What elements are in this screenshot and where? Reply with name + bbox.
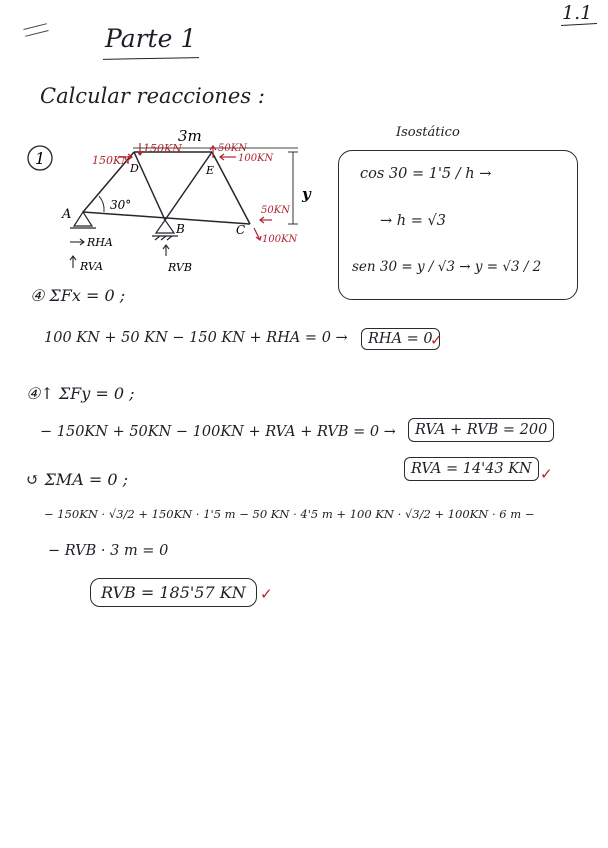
- eq3-line-1: − 150KN · √3/2 + 150KN · 1'5 m − 50 KN · 4'5 m + 100 KN · √3/2 + 100KN · 6 m −: [44, 507, 535, 521]
- reaction-rva-label: RVA: [80, 260, 104, 273]
- eq1-label: ④ ΣFx = 0 ;: [30, 286, 126, 305]
- eq2-label: ④↑ ΣFy = 0 ;: [26, 384, 135, 403]
- geometry-line-1: cos 30 = 1'5 / h →: [360, 166, 492, 182]
- support-b: [152, 220, 178, 240]
- eq1-result: RHA = 0: [361, 328, 440, 350]
- support-a: [70, 212, 96, 228]
- isostatic-heading: Isostático: [396, 125, 460, 140]
- eq1-body: 100 KN + 50 KN − 150 KN + RHA = 0 →: [44, 330, 348, 346]
- eq3-label: ↺ ΣMA = 0 ;: [26, 470, 128, 489]
- geometry-line-3: sen 30 = y / √3 → y = √3 / 2: [352, 259, 542, 275]
- load-e-vertical: 50KN: [218, 143, 247, 154]
- reaction-rha-label: RHA: [87, 236, 113, 249]
- load-c-horizontal: 50KN: [261, 205, 290, 216]
- reaction-rvb-label: RVB: [168, 261, 192, 274]
- node-c-label: C: [236, 223, 246, 237]
- eq3-line-2: − RVB · 3 m = 0: [48, 543, 169, 559]
- section-subtitle: Calcular reacciones :: [40, 84, 265, 108]
- span-label: 3m: [178, 127, 202, 145]
- load-e-horizontal: 100KN: [238, 153, 274, 164]
- eq2-check: ✓: [540, 465, 553, 483]
- eq1-check: ✓: [430, 331, 443, 349]
- node-e-label: E: [206, 164, 215, 177]
- eq3-result: RVB = 185'57 KN: [90, 578, 257, 607]
- node-a-label: A: [62, 207, 72, 222]
- eq2-result-rva: RVA = 14'43 KN: [404, 457, 539, 481]
- problem-number: 1: [35, 149, 46, 168]
- eq2-body: − 150KN + 50KN − 100KN + RVA + RVB = 0 →: [40, 424, 396, 440]
- load-d-vertical: 150KN: [143, 142, 182, 155]
- node-b-label: B: [176, 222, 185, 236]
- eq2-result-sum: RVA + RVB = 200: [408, 418, 554, 442]
- node-d-label: D: [130, 162, 139, 175]
- eq3-check: ✓: [260, 585, 273, 603]
- page-title: Parte 1: [105, 24, 197, 53]
- height-label: y: [302, 185, 311, 203]
- page-number: 1.1: [562, 2, 593, 24]
- load-d-horizontal: 150KN: [92, 154, 131, 167]
- load-c-vertical: 100KN: [262, 234, 298, 245]
- angle-label: 30°: [110, 198, 132, 212]
- geometry-line-2: → h = √3: [380, 213, 446, 229]
